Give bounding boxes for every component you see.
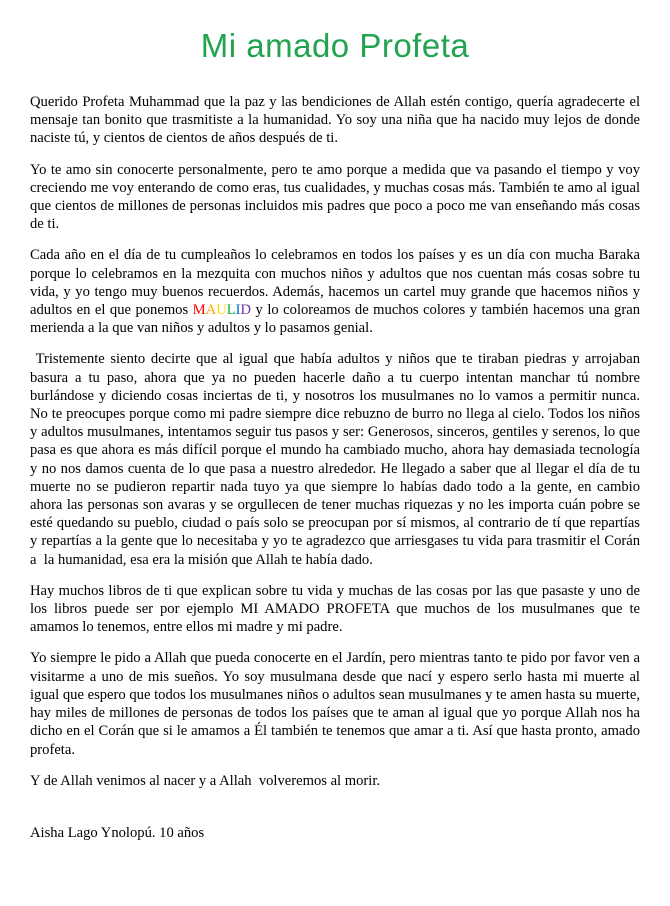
text-segment: Y de Allah venimos al nacer y a Allah volveremos al morir. (30, 772, 381, 789)
text-segment: Yo siempre le pido a Allah que pueda conocerte en el Jardín, pero mientras tanto te pido por favor ven a visitarme a uno de mis sueños. Yo soy musulmana desde que nací y espero serlo hasta mi muerte al igual que espero que todos los musulmanes niños o adultos sean musulmanes y te amen hasta su muerte, hay miles de millones de personas de todos los países que te aman al igual que yo porque Allah nos ha dicho en el Corán que si le amamos a Él también te tenemos que amar a ti. Así que hasta pronto, amado profeta. (30, 650, 644, 758)
paragraph (30, 161, 644, 234)
text-segment: Tristemente siento decirte que al igual que había adultos y niños que te tiraban piedras y arrojaban basura a tu paso, ahora que ya no pueden hacerle daño a tu cuerpo intentan manchar tú nombre burlándose y diciendo cosas inciertas de ti, y nosotros los musulmanes no lo vamos a permitir nunca. No te preocupes porque como mi padre siempre dice rebuzno de burro no llega al cielo. Todos los niños y adultos musulmanes, intentamos seguir tus pasos y ser: Generosos, sinceros, gentiles y serenos, lo que pasa es que ahora es más difícil porque el mundo ha cambiado mucho, ahora hay demasiada tecnología y no nos damos cuenta de lo que pasa a nuestro alrededor. He llegado a saber que al llegar el día de tu muerte no se pudieron repartir nada tuyo ya que siempre lo habías dado todo a la gente, en cambio ahora las personas son avaras y se orgullecen de tener muchas riquezas y no les importa cuán pobre se esté quedando su pueblo, ciudad o país solo se preocupan por sí mismos, al contrario de tí que repartías y repartías a la gente que lo necesitaba y yo te agradezco que arriesgases tu vida para trasmitir el Corán a la humanidad, esa era la misión que Allah te había dado. (30, 351, 644, 568)
maulid-letter-u: U (216, 302, 227, 319)
paragraph (30, 649, 644, 758)
maulid-letter-a: A (205, 302, 217, 319)
paragraph (30, 93, 644, 148)
text-segment: Yo te amo sin conocerte personalmente, pero te amo porque a medida que va pasando el tiempo y voy creciendo me voy enterando de como eras, tus cualidades, y muchas cosas más. También te amo al igual que cientos de millones de personas incluidos mis padres que poco a poco me van enseñando más cosas de ti. (30, 161, 644, 233)
text-segment: Querido Profeta Muhammad que la paz y las bendiciones de Allah estén contigo, quería agradecerte el mensaje tan bonito que trasmitiste a la humanidad. Yo soy una niña que ha nacido muy lejos de donde naciste tú, y cientos de cientos de años después de ti. (30, 94, 644, 147)
paragraph (30, 246, 644, 337)
text-segment: Hay muchos libros de ti que explican sobre tu vida y muchas de las cosas por las que pasaste y uno de los libros puede ser por ejemplo MI AMADO PROFETA que muchos de los musulmanes que te amamos lo tenemos, entre ellos mi madre y mi padre. (30, 582, 644, 636)
text-segment: Cada año en el día de tu cumpleaños lo celebramos en todos los países y es un día con mucha Baraka porque lo celebramos en la mezquita con muchos niños y adultos que nos cuentan más cosas sobre tu vida, y yo tengo muy buenos recuerdos. Además, hacemos un cartel muy grande que hacemos niños y adultos en el que ponemos (30, 247, 644, 319)
text-segment: y lo coloreamos de muchos colores y también hacemos una gran merienda a la que van niños y adultos y lo pasamos genial. (30, 302, 644, 337)
paragraph (30, 582, 644, 637)
maulid-letter-l: L (226, 302, 236, 319)
maulid-letter-i: I (235, 302, 241, 319)
document-title: Mi amado Profeta (200, 27, 470, 64)
maulid-letter-d: D (240, 302, 252, 319)
paragraph (30, 350, 644, 568)
maulid-letter-m: M (192, 302, 206, 319)
signature: Aisha Lago Ynolopú. 10 años (30, 824, 205, 841)
paragraph (30, 772, 640, 790)
paragraphs-container (30, 93, 644, 790)
